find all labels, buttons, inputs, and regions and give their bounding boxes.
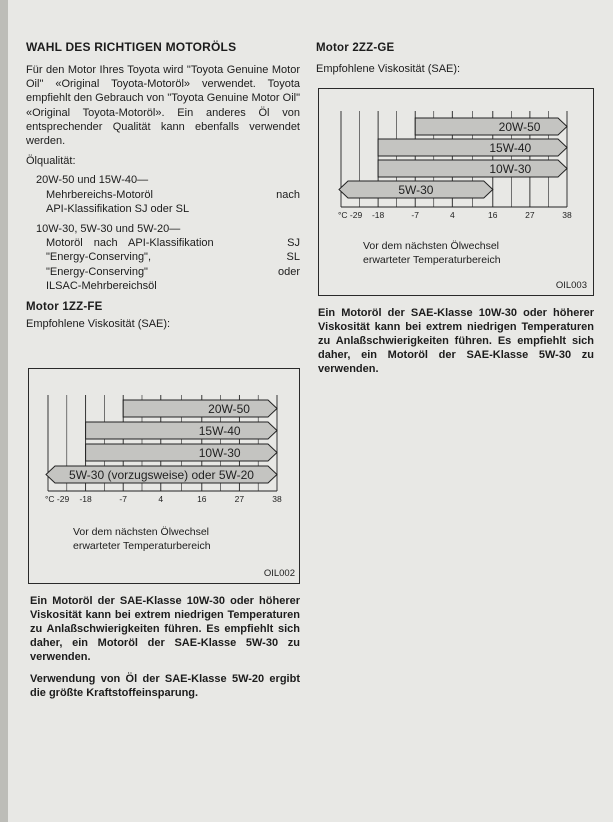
oil-quality-label: Ölqualität: <box>26 155 76 168</box>
spec-line: API-Klassifikation SJ oder SL <box>46 202 190 215</box>
bar-label: 5W-30 <box>398 183 434 197</box>
left-column <box>26 40 300 331</box>
tick-label: 16 <box>197 494 207 504</box>
viscosity-label: Empfohlene Viskosität (SAE): <box>316 63 461 75</box>
manual-page <box>8 0 613 822</box>
right-notes <box>318 306 594 376</box>
tick-label: 38 <box>272 494 282 504</box>
viscosity-range-bar <box>415 118 567 135</box>
bar-label: 15W-40 <box>198 424 241 438</box>
viscosity-range-bar <box>86 422 277 439</box>
tick-label: 27 <box>525 210 535 220</box>
spec-line: ILSAC-Mehrbereichsöl <box>46 279 157 292</box>
spec-line: 10W-30, 5W-30 und 5W-20— <box>36 223 181 236</box>
tick-label: 4 <box>449 210 455 220</box>
bar-label: 20W-50 <box>208 402 250 416</box>
engine-heading-2zz: Motor 2ZZ-GE <box>316 42 395 54</box>
viscosity-range-bar <box>86 444 277 461</box>
note-cold-start: Ein Motoröl der SAE-Klasse 10W-30 oder höherer Viskosität kann bei extrem niedrigen Temperaturen zu Anlaßschwierigkeiten führen. Es empfiehlt sich daher, ein Motoröl der SAE-Klasse 5W-30 zu verwenden. <box>30 595 300 663</box>
right-column <box>316 42 594 76</box>
figure-code: OIL003 <box>555 280 587 291</box>
viscosity-chart-1zz <box>28 368 300 584</box>
tick-label: 38 <box>562 210 572 220</box>
note-cold-start: Ein Motoröl der SAE-Klasse 10W-30 oder höherer Viskosität kann bei extrem niedrigen Temperaturen zu Anlaßschwierigkeiten führen. Es empfiehlt sich daher, ein Motoröl der SAE-Klasse 5W-30 zu verwenden. <box>318 307 594 375</box>
viscosity-range-bar <box>378 160 567 177</box>
tick-label: -18 <box>371 210 385 220</box>
spec-line: Mehrbereichs-Motoröl <box>46 188 153 201</box>
engine-heading-1zz: Motor 1ZZ-FE <box>26 301 103 314</box>
spec-line: Motoröl nach API-Klassifikation <box>46 237 214 250</box>
chart-caption <box>73 525 211 553</box>
viscosity-range-bar <box>378 139 567 156</box>
figure-code: OIL002 <box>263 568 295 579</box>
bar-label: 20W-50 <box>498 120 541 134</box>
bar-label: 15W-40 <box>489 141 532 155</box>
intro-paragraph: Für den Motor Ihres Toyota wird "Toyota Genuine Motor Oil" «Original Toyota-Motoröl» verwendet. Toyota empfiehlt den Gebrauch von "Toyota Genuine Motor Oil" «Original Toyota-Motoröl». Ein anderes Öl von entsprechender Qualität kann ebenfalls verwendet werden. <box>26 64 300 148</box>
bar-label: 10W-30 <box>198 446 241 460</box>
spec-line: 20W-50 und 15W-40— <box>36 174 149 187</box>
quality-spec-2 <box>26 222 300 293</box>
viscosity-chart-2zz <box>318 88 594 296</box>
spec-line: nach <box>276 188 300 201</box>
spec-line: "Energy-Conserving", <box>46 251 152 264</box>
spec-line: oder <box>277 265 300 278</box>
left-notes <box>30 594 300 700</box>
bar-label: 10W-30 <box>489 162 532 176</box>
viscosity-chart-svg <box>319 89 593 229</box>
tick-label: °C -29 <box>45 494 70 504</box>
viscosity-range-bar <box>123 400 277 417</box>
chart-caption <box>363 239 501 267</box>
viscosity-label: Empfohlene Viskosität (SAE): <box>26 318 171 331</box>
spec-line: "Energy-Conserving" <box>46 265 148 278</box>
caption-line: erwarteter Temperaturbereich <box>73 540 211 552</box>
note-fuel-economy: Verwendung von Öl der SAE-Klasse 5W-20 ergibt die größte Kraftstoffeinsparung. <box>30 673 300 699</box>
tick-label: -7 <box>411 210 419 220</box>
spec-line: SJ <box>287 237 300 250</box>
tick-label: -7 <box>119 494 127 504</box>
caption-line: erwarteter Temperaturbereich <box>363 254 501 266</box>
spec-line: SL <box>286 251 300 264</box>
tick-label: -18 <box>79 494 92 504</box>
viscosity-chart-svg <box>29 369 299 519</box>
bar-label: 5W-30 (vorzugsweise) oder 5W-20 <box>69 468 254 482</box>
caption-line: Vor dem nächsten Ölwechsel <box>363 240 499 252</box>
section-heading: WAHL DES RICHTIGEN MOTORÖLS <box>26 40 237 54</box>
caption-line: Vor dem nächsten Ölwechsel <box>73 526 209 538</box>
page-gutter <box>0 0 8 822</box>
tick-label: 27 <box>234 494 245 504</box>
quality-spec-1 <box>26 173 300 216</box>
tick-label: 4 <box>158 494 164 504</box>
tick-label: °C -29 <box>338 210 363 220</box>
tick-label: 16 <box>488 210 498 220</box>
